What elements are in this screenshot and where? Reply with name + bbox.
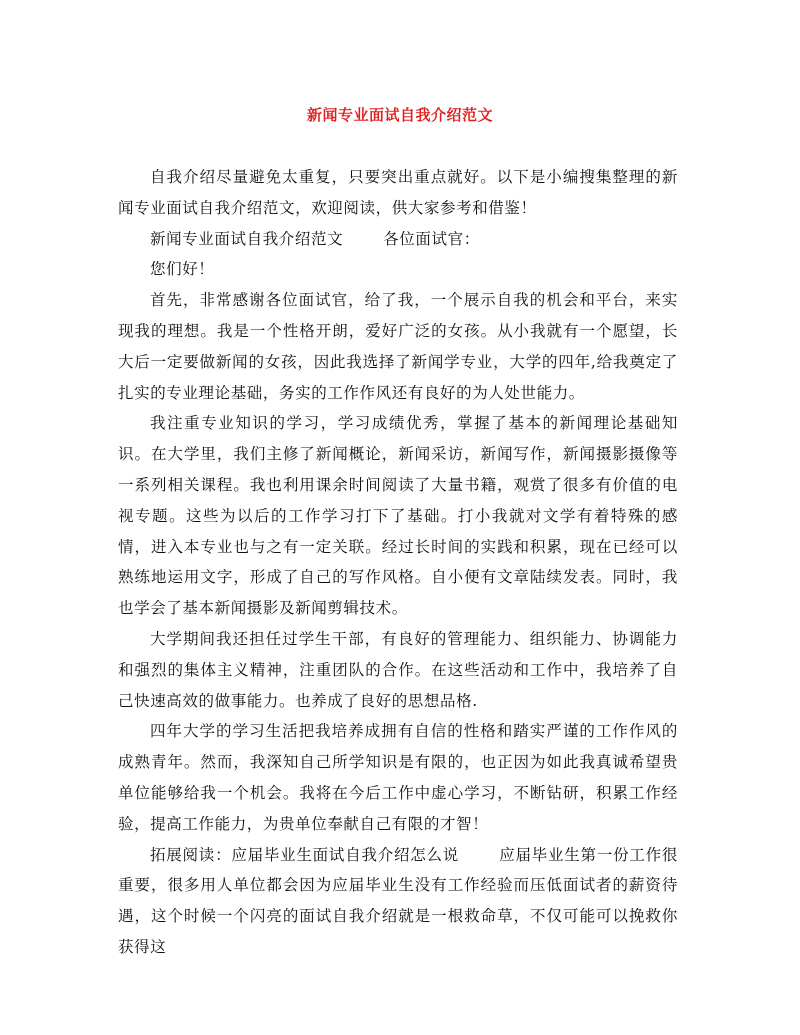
sample-heading: 新闻专业面试自我介绍范文 [150, 229, 344, 248]
heading-line [118, 224, 678, 255]
body-text-4: 四年大学的学习生活把我培养成拥有自信的性格和踏实严谨的工作作风的成熟青年。然而，我深知自己所学知识是有限的，也正因为如此我真诚希望贵单位能够给我一个机会。我将在今后工作中虚心学习，不断钻研，积累工作经验，提高工作能力，为贵单位奉献自己有限的才智！ [118, 722, 678, 833]
extended-reading-heading: 拓展阅读：应届毕业生面试自我介绍怎么说 [150, 845, 460, 864]
salutation: 各位面试官： [383, 229, 480, 248]
extended-reading-text: 应届毕业生第一份工作很重要，很多用人单位都会因为应届毕业生没有工作经验而压低面试者的薪资待遇，这个时候一个闪亮的面试自我介绍就是一根救命草，不仅可能可以挽救你获得这 [118, 845, 678, 956]
body-text-3: 大学期间我还担任过学生干部，有良好的管理能力、组织能力、协调能力和强烈的集体主义精神，注重团队的合作。在这些活动和工作中，我培养了自己快速高效的做事能力。也养成了良好的思想品格. [118, 629, 678, 710]
extended-reading-paragraph [118, 840, 678, 963]
greeting-text: 您们好！ [150, 260, 215, 279]
body-paragraph-2 [118, 408, 678, 624]
document-body [118, 162, 678, 963]
body-paragraph-1 [118, 285, 678, 408]
body-paragraph-4 [118, 716, 678, 839]
intro-text: 自我介绍尽量避免太重复，只要突出重点就好。以下是小编搜集整理的新闻专业面试自我介绍范文，欢迎阅读，供大家参考和借鉴！ [118, 168, 678, 217]
document-title: 新闻专业面试自我介绍范文 [306, 106, 493, 124]
body-text-2: 我注重专业知识的学习，学习成绩优秀，掌握了基本的新闻理论基础知识。在大学里，我们主修了新闻概论，新闻采访，新闻写作，新闻摄影摄像等一系列相关课程。我也利用课余时间阅读了大量书籍，观赏了很多有价值的电视专题。这些为以后的工作学习打下了基础。打小我就对文学有着特殊的感情，进入本专业也与之有一定关联。经过长时间的实践和积累，现在已经可以熟练地运用文字，形成了自己的写作风格。自小便有文章陆续发表。同时，我也学会了基本新闻摄影及新闻剪辑技术。 [118, 414, 678, 618]
intro-paragraph [118, 162, 678, 224]
body-paragraph-3 [118, 624, 678, 716]
greeting-paragraph [118, 254, 678, 285]
body-text-1: 首先，非常感谢各位面试官，给了我，一个展示自我的机会和平台，来实现我的理想。我是一个性格开朗，爱好广泛的女孩。从小我就有一个愿望，长大后一定要做新闻的女孩，因此我选择了新闻学专业，大学的四年,给我奠定了扎实的专业理论基础，务实的工作作风还有良好的为人处世能力。 [118, 291, 678, 402]
